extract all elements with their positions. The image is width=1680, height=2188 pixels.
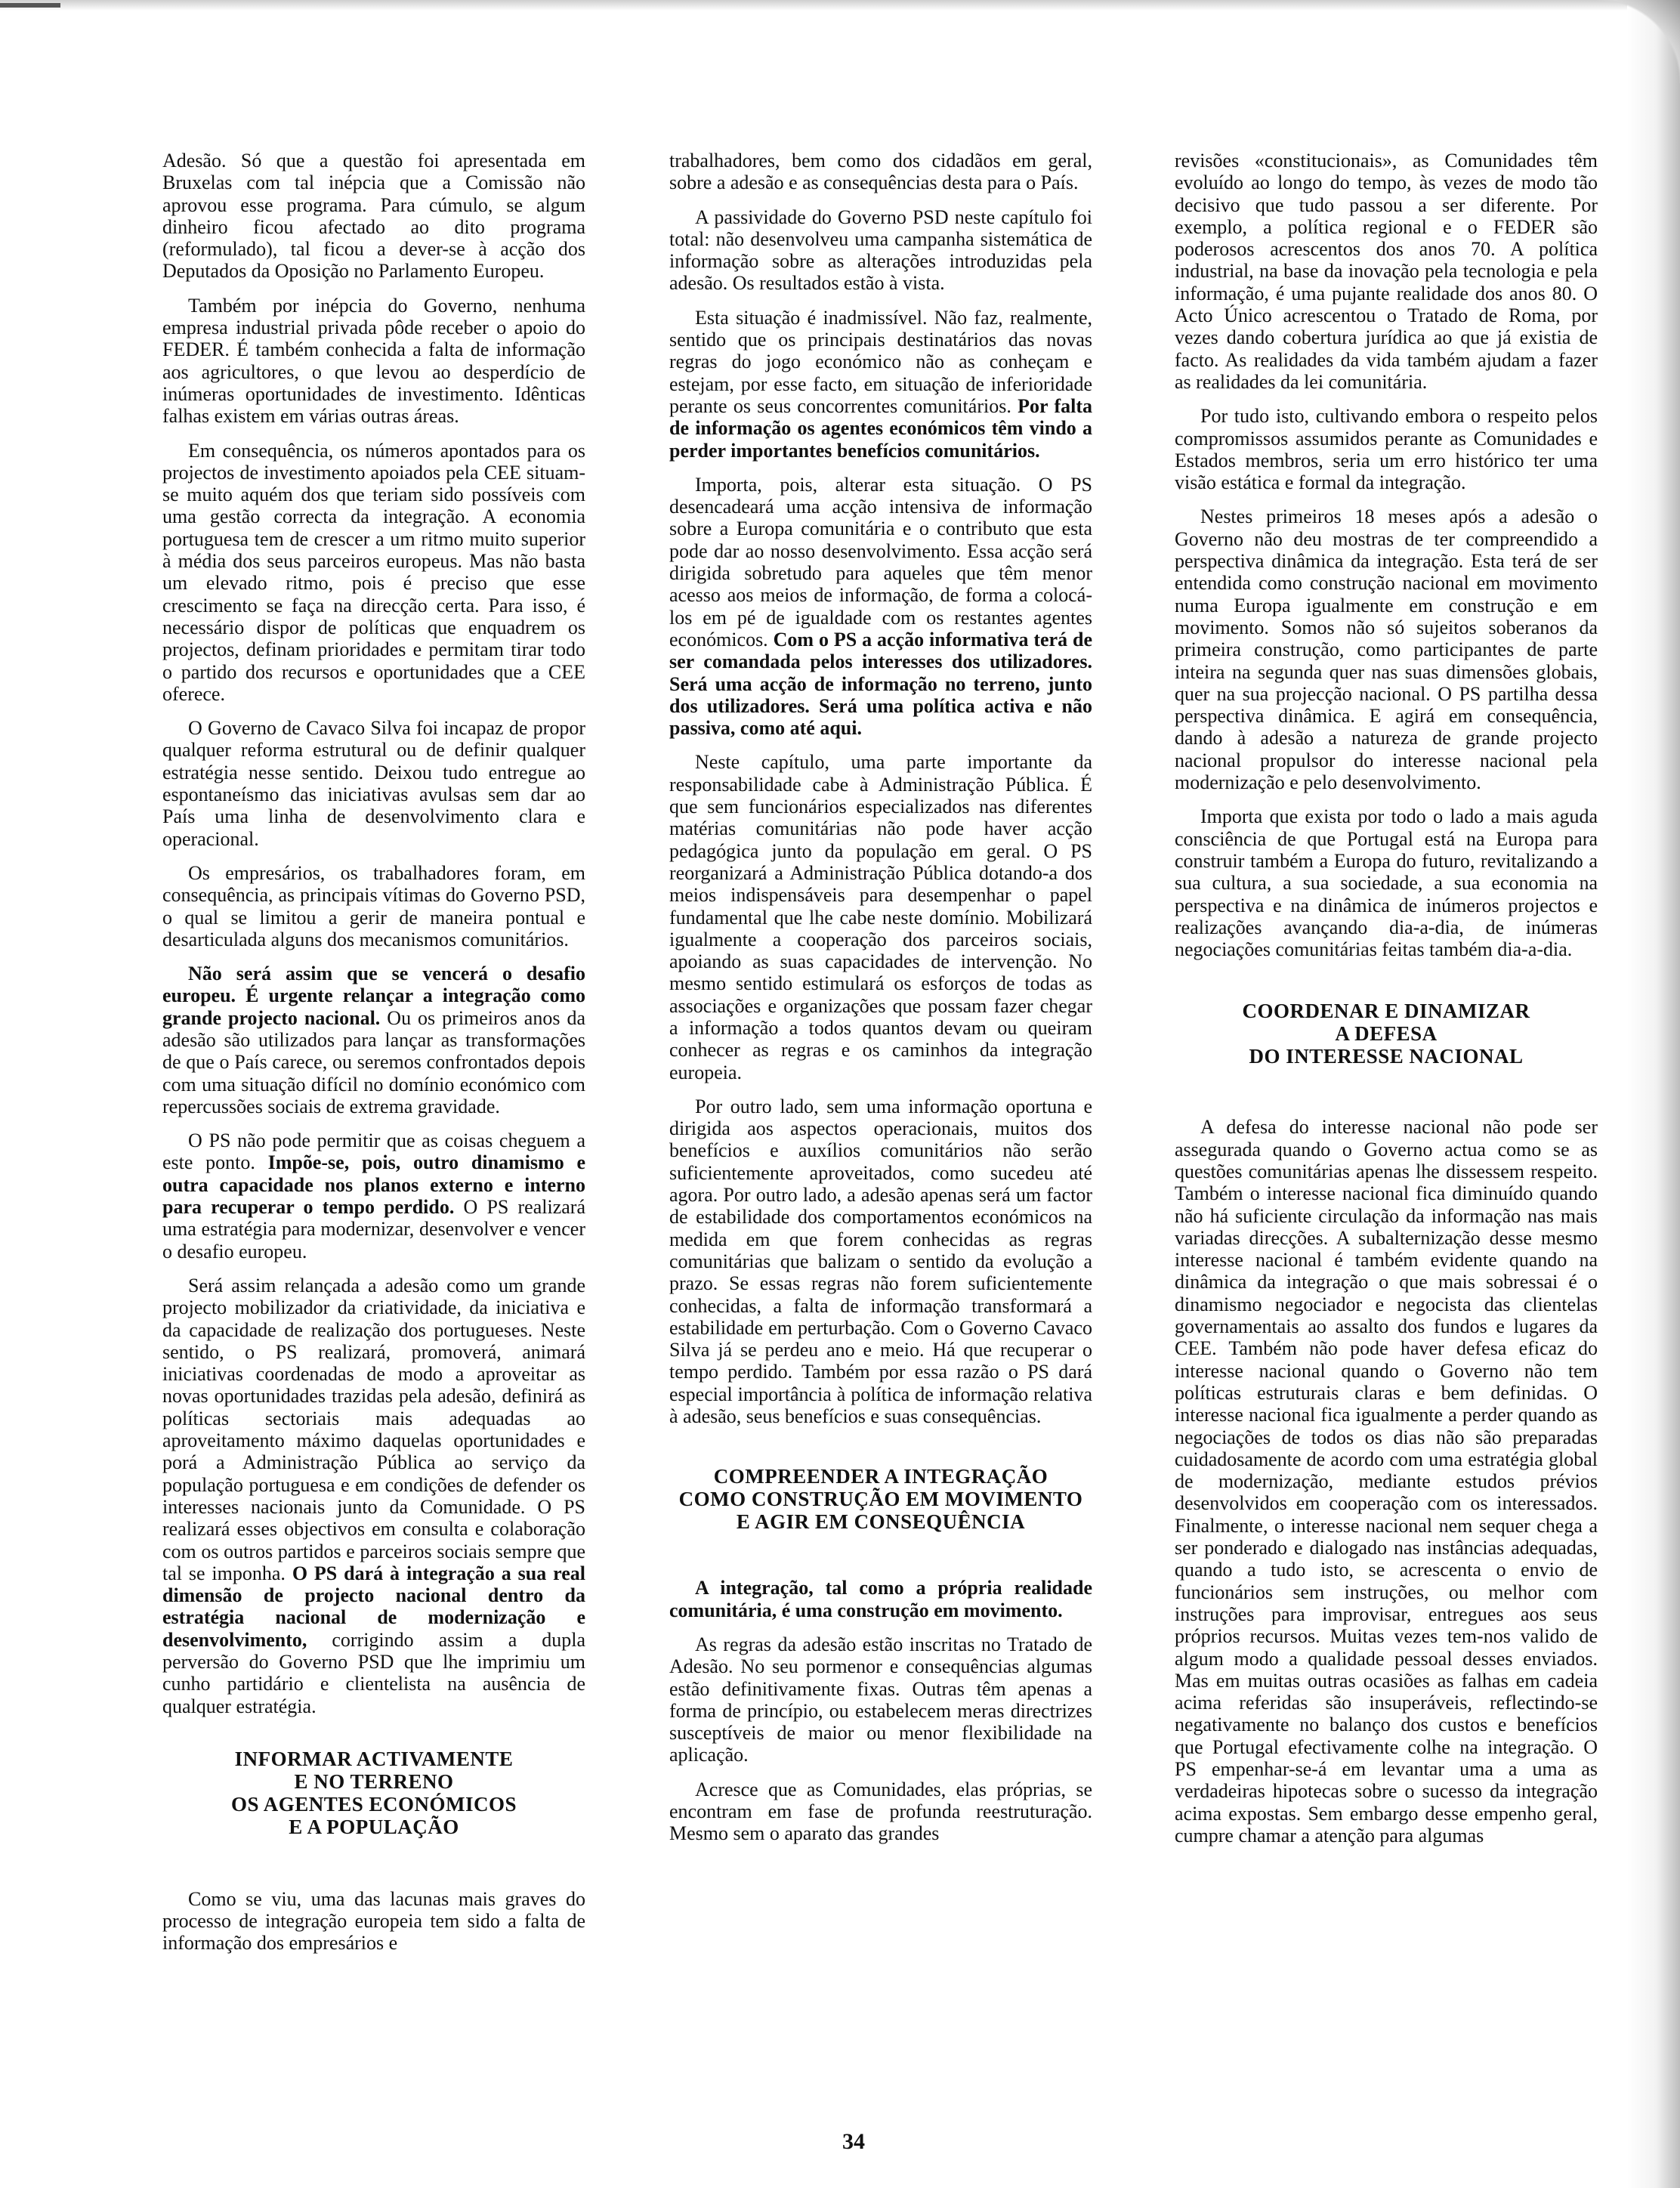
page-number: 34 [842, 2129, 865, 2154]
paragraph-text: O PS não pode permitir que as coisas cheguem a este ponto. [162, 1130, 585, 1174]
paragraph-text: Importa, pois, alterar esta situação. O PS desencadeará uma acção intensiva de informação sobre a Europa comunitária e o contributo que esta pode dar ao nosso desenvolvimento. Essa acção será dirigida sobretudo para aqueles que têm menor acesso aos meios de informação, de forma a colocá-los em pé de igualdade com os restantes agentes económicos. [669, 473, 1092, 651]
section-heading [162, 1748, 585, 1838]
bold-emphasis: Não será assim que se vencerá o desafio europeu. É urgente relançar a integração como grande projecto nacional. [162, 963, 585, 1029]
paragraph: O Governo de Cavaco Silva foi incapaz de propor qualquer reforma estrutural ou de definir qualquer estratégia nesse sentido. Deixou tudo entregue ao espontaneísmo das iniciativas avulsas sem dar ao País uma linha de desenvolvimento clara e operacional. [162, 717, 585, 850]
paragraph: Como se viu, uma das lacunas mais graves do processo de integração europeia tem sido a falta de informação dos empresários e [162, 1887, 585, 1955]
paragraph: trabalhadores, bem como dos cidadãos em geral, sobre a adesão e as consequências desta para o País. [669, 150, 1092, 194]
text-column-3 [1175, 150, 1598, 1859]
paragraph: Os empresários, os trabalhadores foram, em consequência, as principais vítimas do Governo PSD, o qual se limitou a gerir de maneira pontual e desarticulada alguns dos mecanismos comunitários. [162, 861, 585, 950]
scan-page-curl-corner [1597, 0, 1680, 83]
paragraph: Acresce que as Comunidades, elas próprias, se encontram em fase de profunda reestruturação. Mesmo sem o aparato das grandes [669, 1778, 1092, 1845]
paragraph [669, 307, 1092, 462]
paragraph: A defesa do interesse nacional não pode ser assegurada quando o Governo actua como se as questões comunitárias apenas lhe dissessem respeito. Também o interesse nacional fica diminuído quando não há suficiente circulação da informação nas mais variadas direcções. A subalternização desse mesmo interesse nacional é também evidente quando na dinâmica da integração o que mais sobressai é o dinamismo negociador e negocista das clientelas governamentais ao assalto dos fundos e lugares da CEE. Também não pode haver defesa eficaz do interesse nacional quando o Governo não tem políticas estruturais claras e bem definidas. O interesse nacional fica igualmente a perder quando as negociações de todos os dias não são preparadas cuidadosamente de acordo com uma estratégia global de modernização, mediante estudos prévios desenvolvidos em cooperação com os interessados. Finalmente, o interesse nacional nem sequer chega a ser ponderado e dialogado nas instâncias adequadas, quando a tudo isto, se acrescenta o envio de funcionários sem instruções, ou melhor com instruções para improvisar, entregues aos seus próprios recursos. Muitas vezes tem-nos valido de algum modo a qualidade pessoal desses enviados. Mas em muitas outras ocasiões as falhas em cadeia acima referidas são insuperáveis, reflectindo-se negativamente no balanço dos custos e benefícios que Portugal efectivamente colhe na integração. O PS empenhar-se-á em levantar uma a uma as verdadeiras hipotecas sobre o sucesso da integração acima expostas. Sem embargo desse empenho geral, cumpre chamar a atenção para algumas [1175, 1116, 1598, 1847]
paragraph-text: Esta situação é inadmissível. Não faz, realmente, sentido que os principais destinatários das novas regras do jogo económico não as conheçam e estejam, por esse facto, em situação de inferioridade perante os seus concorrentes comunitários. [669, 306, 1092, 417]
bold-emphasis: Impõe-se, pois, outro dinamismo e outra capacidade nos planos externo e interno para recuperar o tempo perdido. [162, 1151, 585, 1219]
paragraph: revisões «constitucionais», as Comunidades têm evoluído ao longo do tempo, às vezes de modo tão decisivo que tudo passou a ser diferente. Por exemplo, a política regional e o FEDER são poderosos acrescentos dos anos 70. A política industrial, na base da inovação pela tecnologia e pela informação, é uma pujante realidade dos anos 80. O Acto Único acrescentou o Tratado de Roma, por vezes dando cobertura jurídica ao que já existia de facto. As realidades da vida também ajudam a fazer as realidades da lei comunitária. [1175, 150, 1598, 393]
heading-line: COMPREENDER A INTEGRAÇÃO [713, 1465, 1048, 1488]
paragraph-text: Será assim relançada a adesão como um grande projecto mobilizador da criatividade, da iniciativa e da capacidade de realização dos portugueses. Neste sentido, o PS realizará, promoverá, animará iniciativas coordenadas de modo a aproveitar as novas oportunidades trazidas pela adesão, definirá as políticas sectoriais mais adequadas ao aproveitamento máximo daquelas oportunidades e porá a Administração Pública ao serviço da população portuguesa e em condições de defender os interesses nacionais junto da Comunidade. O PS realizará esses objectivos em consulta e colaboração com os outros partidos e parceiros sociais sempre que tal se imponha. [162, 1274, 585, 1584]
heading-line: OS AGENTES ECONÓMICOS [230, 1792, 517, 1816]
paragraph [669, 474, 1092, 740]
text-column-2 [669, 150, 1092, 1857]
scan-page-curl [1627, 0, 1680, 2188]
paragraph-text: O PS realizará uma estratégia para modernizar, desenvolver e vencer o desafio europeu. [162, 1196, 585, 1262]
text-column-1 [162, 150, 585, 1967]
heading-line: E AGIR EM CONSEQUÊNCIA [736, 1510, 1026, 1534]
paragraph: Em consequência, os números apontados para os projectos de investimento apoiados pela CEE situam-se muito aquém dos que teriam sido possíveis com uma gestão correcta da integração. A economia portuguesa tem de crescer a um ritmo muito superior à média dos seus parceiros europeus. Mas não basta um elevado ritmo, pois é preciso que esse crescimento se faça na direcção certa. Para isso, é necessário dispor de políticas que enquadrem os projectos, definam prioridades e permitam tirar todo o partido dos recursos e oportunidades que a CEE oferece. [162, 439, 585, 705]
paragraph [162, 1130, 585, 1262]
heading-line: E NO TERRENO [294, 1769, 454, 1793]
heading-line: DO INTERESSE NACIONAL [1249, 1045, 1524, 1068]
bold-emphasis: O PS dará à integração a sua real dimensão de projecto nacional dentro da estratégia nacional de modernização e desenvolvimento, [162, 1562, 585, 1651]
section-heading [669, 1465, 1092, 1533]
paragraph [162, 1275, 585, 1717]
heading-line: A DEFESA [1335, 1022, 1438, 1046]
paragraph [162, 963, 585, 1117]
section-heading [1175, 1000, 1598, 1068]
paragraph [669, 1577, 1092, 1621]
paragraph: Adesão. Só que a questão foi apresentada em Bruxelas com tal inépcia que a Comissão não aprovou esse programa. Para cúmulo, se algum dinheiro ficou afectado ao dito programa (reformulado), tal ficou a dever-se à acção dos Deputados da Oposição no Parlamento Europeu. [162, 150, 585, 283]
bold-emphasis: Por falta de informação os agentes económicos têm vindo a perder importantes benefícios comunitários. [669, 394, 1093, 462]
paragraph: As regras da adesão estão inscritas no Tratado de Adesão. No seu pormenor e consequências algumas estão definitivamente fixas. Outras têm apenas a forma de princípio, ou estabelecem meras directrizes susceptíveis de maior ou menor flexibilidade na aplicação. [669, 1633, 1092, 1766]
bold-emphasis: A integração, tal como a própria realidade comunitária, é uma construção em movimento. [669, 1577, 1092, 1621]
paragraph: Por tudo isto, cultivando embora o respeito pelos compromissos assumidos perante as Comunidades e Estados membros, seria um erro histórico ter uma visão estática e formal da integração. [1175, 405, 1598, 494]
paragraph: Importa que exista por todo o lado a mais aguda consciência de que Portugal está na Europa para construir também a Europa do futuro, revitalizando a sua cultura, a sua sociedade, a sua economia na perspectiva e na dinâmica de inúmeros projectos e realizações avançando dia-a-dia, de inúmeras negociações comunitárias feitas também dia-a-dia. [1175, 805, 1598, 961]
document-page [162, 150, 1598, 2114]
paragraph-text: Ou os primeiros anos da adesão são utilizados para lançar as transformações de que o País carece, ou seremos confrontados depois com uma situação difícil no domínio económico com repercussões sociais de extrema gravidade. [162, 1006, 585, 1117]
paragraph: Também por inépcia do Governo, nenhuma empresa industrial privada pôde receber o apoio do FEDER. É também conhecida a falta de informação aos agricultores, o que levou ao desperdício de inúmeras oportunidades de investimento. Idênticas falhas existem em várias outras áreas. [162, 294, 585, 428]
paragraph: Nestes primeiros 18 meses após a adesão o Governo não deu mostras de ter compreendido a perspectiva dinâmica da integração. Esta terá de ser entendida como construção nacional em movimento numa Europa igualmente em construção e em movimento. Somos não só sujeitos soberanos da primeira construção, como participantes de parte inteira na segunda quer nas suas dimensões globais, quer na sua projecção nacional. O PS partilha dessa perspectiva dinâmica. E agirá em consequência, dando à adesão a natureza de grande projecto nacional propulsor do interesse nacional pela modernização e pelo desenvolvimento. [1175, 505, 1598, 794]
heading-line: COORDENAR E DINAMIZAR [1242, 1000, 1530, 1023]
paragraph: A passividade do Governo PSD neste capítulo foi total: não desenvolveu uma campanha sistemática de informação sobre as alterações introduzidas pela adesão. Os resultados estão à vista. [669, 206, 1092, 295]
scan-top-edge [0, 0, 1680, 11]
heading-line: INFORMAR ACTIVAMENTE [234, 1747, 514, 1770]
heading-line: E A POPULAÇÃO [289, 1815, 459, 1838]
paragraph: Neste capítulo, uma parte importante da responsabilidade cabe à Administração Pública. É que sem funcionários especializados nas diferentes matérias comunitárias não pode haver acção pedagógica junto da população em geral. O PS reorganizará a Administração Pública dotando-a dos meios indispensáveis para desempenhar o papel fundamental que lhe cabe neste domínio. Mobilizará igualmente a cooperação dos parceiros sociais, apoiando as suas capacidades de intervenção. No mesmo sentido estimulará os esforços de todas as associações e organizações que possam fazer chegar a informação a todos quantos devam ou queiram conhecer as regras e os caminhos da integração europeia. [669, 751, 1092, 1083]
paragraph: Por outro lado, sem uma informação oportuna e dirigida aos aspectos operacionais, muitos dos benefícios e auxílios comunitários não serão suficientemente aproveitados, como sucedeu até agora. Por outro lado, a adesão apenas será um factor de estabilidade dos comportamentos económicos na medida em que forem conhecidas as regras comunitárias que balizam o sentido da evolução a prazo. Se essas regras não forem suficientemente conhecidas, a falta de informação transformará a estabilidade em perturbação. Com o Governo Cavaco Silva já se perdeu ano e meio. Há que recuperar o tempo perdido. Também por essa razão o PS dará especial importância à política de informação relativa à adesão, seus benefícios e suas consequências. [669, 1095, 1092, 1428]
bold-emphasis: Com o PS a acção informativa terá de ser comandada pelos interesses dos utilizadores. Será uma acção de informação no terreno, junto dos utilizadores. Será uma política activa e não passiva, como até aqui. [669, 628, 1092, 740]
heading-line: COMO CONSTRUÇÃO EM MOVIMENTO [678, 1488, 1083, 1511]
paragraph-text: corrigindo assim a dupla perversão do Governo PSD que lhe imprimiu um cunho partidário e clientelista na ausência de qualquer estratégia. [162, 1628, 585, 1717]
scan-corner-mark [0, 3, 60, 8]
